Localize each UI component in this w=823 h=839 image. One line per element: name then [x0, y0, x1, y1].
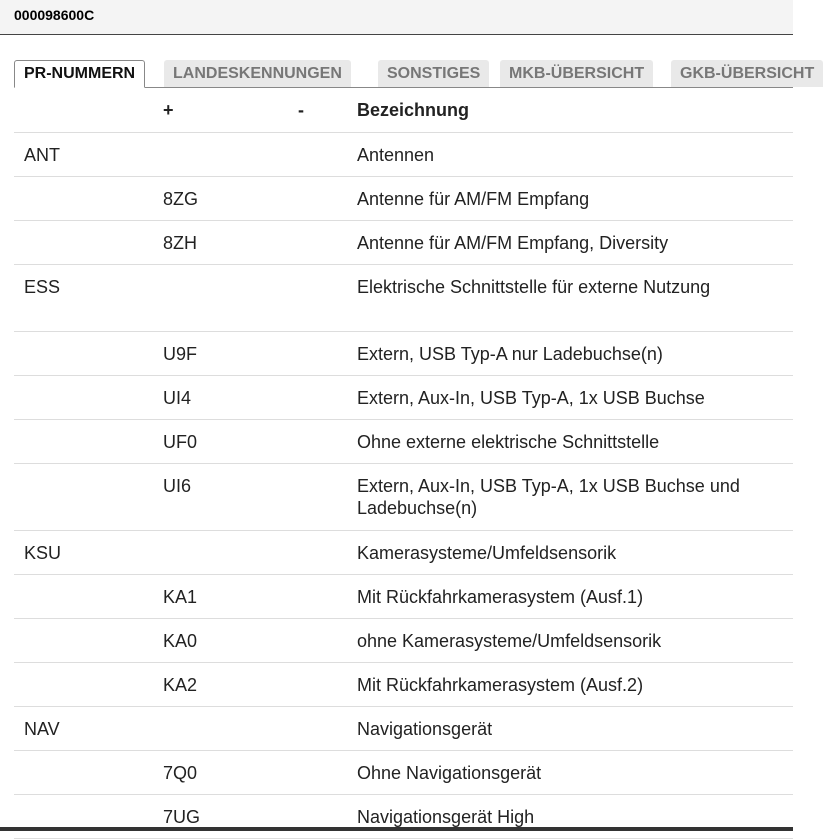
plus-code-cell: UI6: [163, 476, 192, 496]
column-header-bezeichnung: Bezeichnung: [357, 100, 470, 120]
description-cell: ohne Kamerasysteme/Umfeldsensorik: [357, 631, 662, 651]
table-row: [14, 376, 793, 420]
description-cell: Antenne für AM/FM Empfang, Diversity: [357, 233, 669, 253]
plus-code-cell: UF0: [163, 432, 198, 452]
bottom-edge: [0, 827, 793, 831]
plus-code-cell: KA0: [163, 631, 198, 651]
column-header-minus: -: [298, 100, 304, 120]
description-cell: Antennen: [357, 145, 435, 165]
plus-code-cell: U9F: [163, 344, 198, 364]
description-cell: Mit Rückfahrkamerasystem (Ausf.1): [357, 587, 644, 607]
description-cell: Mit Rückfahrkamerasystem (Ausf.2): [357, 675, 644, 695]
description-cell: Extern, Aux-In, USB Typ-A, 1x USB Buchse: [357, 388, 705, 408]
table-row: [14, 420, 793, 464]
table-row: [14, 464, 793, 531]
plus-code-cell: 7UG: [163, 807, 201, 827]
tab-mkb-uebersicht[interactable]: MKB-ÜBERSICHT: [500, 60, 653, 87]
table-row: [14, 221, 793, 265]
table-row: [14, 575, 793, 619]
plus-code-cell: 7Q0: [163, 763, 198, 783]
table-header-row: [14, 88, 793, 133]
table-group-row: [14, 265, 793, 332]
description-cell: Navigationsgerät: [357, 719, 493, 739]
column-header-plus: +: [163, 100, 174, 120]
description-cell: Elektrische Schnittstelle für externe Nutzung: [357, 277, 711, 297]
table-group-row: [14, 133, 793, 177]
tab-landeskennungen[interactable]: LANDESKENNUNGEN: [164, 60, 351, 87]
description-cell: Antenne für AM/FM Empfang: [357, 189, 590, 209]
group-code-cell: NAV: [24, 719, 60, 739]
plus-code-cell: KA1: [163, 587, 198, 607]
description-cell: Ohne Navigationsgerät: [357, 763, 542, 783]
table-row: [14, 619, 793, 663]
description-cell: Kamerasysteme/Umfeldsensorik: [357, 543, 617, 563]
description-cell: Ohne externe elektrische Schnittstelle: [357, 432, 660, 452]
plus-code-cell: UI4: [163, 388, 192, 408]
group-code-cell: KSU: [24, 543, 62, 563]
tab-pr-nummern[interactable]: PR-NUMMERN: [14, 60, 145, 88]
group-code-cell: ESS: [24, 277, 61, 297]
vehicle-code: 000098600C: [14, 7, 95, 23]
tab-gkb-uebersicht[interactable]: GKB-ÜBERSICHT: [671, 60, 823, 87]
table-row: [14, 332, 793, 376]
plus-code-cell: 8ZH: [163, 233, 198, 253]
table-row: [14, 795, 793, 839]
description-cell: Extern, USB Typ-A nur Ladebuchse(n): [357, 344, 663, 364]
pr-number-table: [14, 88, 793, 839]
table-row: [14, 177, 793, 221]
tab-sonstiges[interactable]: SONSTIGES: [378, 60, 489, 87]
description-cell: Extern, Aux-In, USB Typ-A, 1x USB Buchse und Ladebuchse(n): [357, 476, 740, 518]
plus-code-cell: 8ZG: [163, 189, 199, 209]
tab-bar: [14, 60, 815, 88]
plus-code-cell: KA2: [163, 675, 198, 695]
group-code-cell: ANT: [24, 145, 60, 165]
table-row: [14, 663, 793, 707]
table-row: [14, 751, 793, 795]
header-bar: [0, 0, 793, 35]
table-group-row: [14, 531, 793, 575]
description-cell: Navigationsgerät High: [357, 807, 535, 827]
table-group-row: [14, 707, 793, 751]
